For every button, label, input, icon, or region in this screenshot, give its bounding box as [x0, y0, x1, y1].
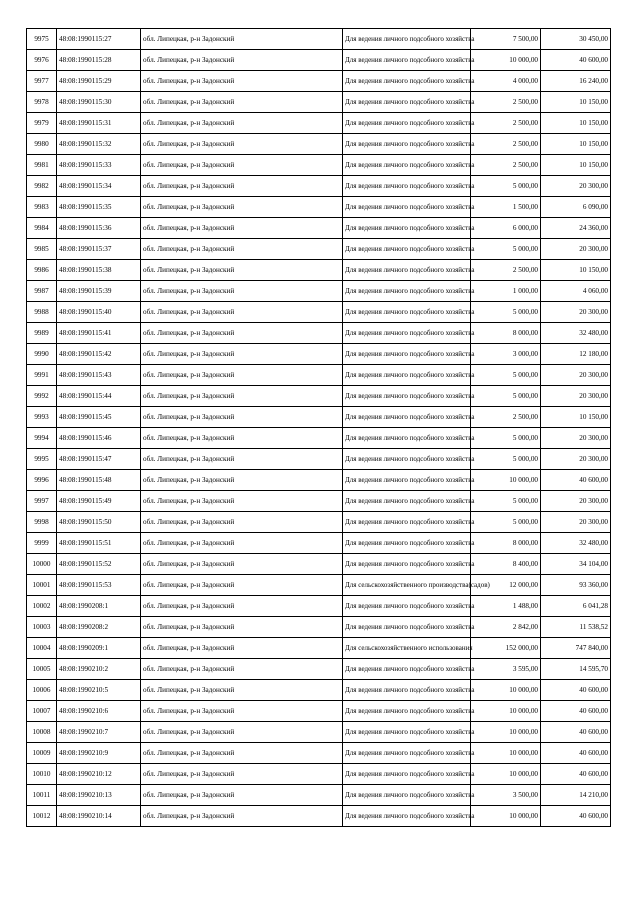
row-number-cell: 10012: [27, 806, 57, 827]
cadastral-number-cell: 48:08:1990115:44: [57, 386, 141, 407]
row-number-cell: 9981: [27, 155, 57, 176]
row-number-cell: 10006: [27, 680, 57, 701]
address-cell: обл. Липецкая, р-н Задонский: [141, 680, 343, 701]
row-number-cell: 9995: [27, 449, 57, 470]
cadastral-number-cell: 48:08:1990115:37: [57, 239, 141, 260]
row-number-cell: 9992: [27, 386, 57, 407]
area-cell: 12 000,00: [471, 575, 541, 596]
address-cell: обл. Липецкая, р-н Задонский: [141, 302, 343, 323]
row-number-cell: 9975: [27, 29, 57, 50]
cadastral-number-cell: 48:08:1990115:50: [57, 512, 141, 533]
cadastral-value-cell: 14 210,00: [541, 785, 611, 806]
table-row: [27, 29, 611, 50]
table-row: [27, 512, 611, 533]
row-number-cell: 9988: [27, 302, 57, 323]
row-number-cell: 10008: [27, 722, 57, 743]
permitted-use-cell: Для ведения личного подсобного хозяйства: [343, 134, 471, 155]
cadastral-value-cell: 12 180,00: [541, 344, 611, 365]
row-number-cell: 10009: [27, 743, 57, 764]
address-cell: обл. Липецкая, р-н Задонский: [141, 113, 343, 134]
address-cell: обл. Липецкая, р-н Задонский: [141, 260, 343, 281]
cadastral-number-cell: 48:08:1990115:34: [57, 176, 141, 197]
area-cell: 6 000,00: [471, 218, 541, 239]
cadastral-value-cell: 34 104,00: [541, 554, 611, 575]
area-cell: 5 000,00: [471, 176, 541, 197]
permitted-use-cell: Для ведения личного подсобного хозяйства: [343, 302, 471, 323]
row-number-cell: 9990: [27, 344, 57, 365]
row-number-cell: 10011: [27, 785, 57, 806]
row-number-cell: 9998: [27, 512, 57, 533]
area-cell: 2 500,00: [471, 407, 541, 428]
row-number-cell: 9987: [27, 281, 57, 302]
table-row: [27, 218, 611, 239]
table-row: [27, 197, 611, 218]
permitted-use-cell: Для ведения личного подсобного хозяйства: [343, 596, 471, 617]
table-row: [27, 386, 611, 407]
address-cell: обл. Липецкая, р-н Задонский: [141, 218, 343, 239]
address-cell: обл. Липецкая, р-н Задонский: [141, 596, 343, 617]
cadastral-value-cell: 20 300,00: [541, 302, 611, 323]
table-row: [27, 491, 611, 512]
area-cell: 8 000,00: [471, 323, 541, 344]
area-cell: 10 000,00: [471, 806, 541, 827]
area-cell: 8 400,00: [471, 554, 541, 575]
row-number-cell: 9983: [27, 197, 57, 218]
address-cell: обл. Липецкая, р-н Задонский: [141, 575, 343, 596]
cadastral-value-cell: 4 060,00: [541, 281, 611, 302]
cadastral-number-cell: 48:08:1990115:42: [57, 344, 141, 365]
cadastral-value-cell: 40 600,00: [541, 806, 611, 827]
cadastral-number-cell: 48:08:1990115:43: [57, 365, 141, 386]
cadastral-value-cell: 6 041,28: [541, 596, 611, 617]
row-number-cell: 9978: [27, 92, 57, 113]
permitted-use-cell: Для ведения личного подсобного хозяйства: [343, 239, 471, 260]
area-cell: 5 000,00: [471, 449, 541, 470]
table-row: [27, 113, 611, 134]
table-row: [27, 743, 611, 764]
table-row: [27, 470, 611, 491]
cadastral-number-cell: 48:08:1990210:13: [57, 785, 141, 806]
area-cell: 10 000,00: [471, 50, 541, 71]
area-cell: 10 000,00: [471, 701, 541, 722]
permitted-use-cell: Для ведения личного подсобного хозяйства: [343, 449, 471, 470]
cadastral-value-cell: 20 300,00: [541, 386, 611, 407]
row-number-cell: 10010: [27, 764, 57, 785]
permitted-use-cell: Для ведения личного подсобного хозяйства: [343, 365, 471, 386]
address-cell: обл. Липецкая, р-н Задонский: [141, 701, 343, 722]
cadastral-value-cell: 747 840,00: [541, 638, 611, 659]
cadastral-number-cell: 48:08:1990115:36: [57, 218, 141, 239]
area-cell: 3 595,00: [471, 659, 541, 680]
cadastral-number-cell: 48:08:1990210:12: [57, 764, 141, 785]
area-cell: 5 000,00: [471, 386, 541, 407]
area-cell: 2 842,00: [471, 617, 541, 638]
cadastral-number-cell: 48:08:1990115:47: [57, 449, 141, 470]
address-cell: обл. Липецкая, р-н Задонский: [141, 134, 343, 155]
table-row: [27, 239, 611, 260]
cadastral-number-cell: 48:08:1990115:41: [57, 323, 141, 344]
cadastral-value-cell: 30 450,00: [541, 29, 611, 50]
address-cell: обл. Липецкая, р-н Задонский: [141, 659, 343, 680]
area-cell: 1 500,00: [471, 197, 541, 218]
table-row: [27, 575, 611, 596]
row-number-cell: 10002: [27, 596, 57, 617]
cadastral-value-cell: 11 538,52: [541, 617, 611, 638]
permitted-use-cell: Для ведения личного подсобного хозяйства: [343, 722, 471, 743]
table-row: [27, 701, 611, 722]
cadastral-value-cell: 14 595,70: [541, 659, 611, 680]
permitted-use-cell: Для ведения личного подсобного хозяйства: [343, 785, 471, 806]
permitted-use-cell: Для ведения личного подсобного хозяйства: [343, 470, 471, 491]
cadastral-value-cell: 20 300,00: [541, 449, 611, 470]
address-cell: обл. Липецкая, р-н Задонский: [141, 239, 343, 260]
table-row: [27, 407, 611, 428]
cadastral-number-cell: 48:08:1990115:39: [57, 281, 141, 302]
address-cell: обл. Липецкая, р-н Задонский: [141, 617, 343, 638]
area-cell: 2 500,00: [471, 155, 541, 176]
address-cell: обл. Липецкая, р-н Задонский: [141, 92, 343, 113]
permitted-use-cell: Для ведения личного подсобного хозяйства: [343, 218, 471, 239]
row-number-cell: 9986: [27, 260, 57, 281]
table-row: [27, 281, 611, 302]
area-cell: 3 000,00: [471, 344, 541, 365]
address-cell: обл. Липецкая, р-н Задонский: [141, 365, 343, 386]
permitted-use-cell: Для ведения личного подсобного хозяйства: [343, 92, 471, 113]
address-cell: обл. Липецкая, р-н Задонский: [141, 407, 343, 428]
cadastral-value-cell: 6 090,00: [541, 197, 611, 218]
address-cell: обл. Липецкая, р-н Задонский: [141, 344, 343, 365]
table-row: [27, 428, 611, 449]
address-cell: обл. Липецкая, р-н Задонский: [141, 554, 343, 575]
table-row: [27, 344, 611, 365]
cadastral-number-cell: 48:08:1990210:6: [57, 701, 141, 722]
row-number-cell: 9997: [27, 491, 57, 512]
row-number-cell: 9991: [27, 365, 57, 386]
row-number-cell: 9976: [27, 50, 57, 71]
cadastral-number-cell: 48:08:1990115:27: [57, 29, 141, 50]
table-row: [27, 659, 611, 680]
row-number-cell: 9985: [27, 239, 57, 260]
cadastral-number-cell: 48:08:1990115:32: [57, 134, 141, 155]
cadastral-number-cell: 48:08:1990115:46: [57, 428, 141, 449]
table-row: [27, 722, 611, 743]
row-number-cell: 10007: [27, 701, 57, 722]
area-cell: 5 000,00: [471, 302, 541, 323]
cadastral-number-cell: 48:08:1990115:51: [57, 533, 141, 554]
area-cell: 10 000,00: [471, 743, 541, 764]
cadastral-value-cell: 40 600,00: [541, 764, 611, 785]
cadastral-value-cell: 32 480,00: [541, 323, 611, 344]
permitted-use-cell: Для ведения личного подсобного хозяйства: [343, 554, 471, 575]
area-cell: 7 500,00: [471, 29, 541, 50]
area-cell: 2 500,00: [471, 260, 541, 281]
cadastral-value-cell: 20 300,00: [541, 428, 611, 449]
permitted-use-cell: Для ведения личного подсобного хозяйства: [343, 323, 471, 344]
permitted-use-cell: Для ведения личного подсобного хозяйства: [343, 386, 471, 407]
cadastral-number-cell: 48:08:1990115:30: [57, 92, 141, 113]
area-cell: 2 500,00: [471, 134, 541, 155]
area-cell: 3 500,00: [471, 785, 541, 806]
permitted-use-cell: Для ведения личного подсобного хозяйства: [343, 344, 471, 365]
table-row: [27, 806, 611, 827]
cadastral-number-cell: 48:08:1990210:14: [57, 806, 141, 827]
cadastral-number-cell: 48:08:1990210:9: [57, 743, 141, 764]
row-number-cell: 9993: [27, 407, 57, 428]
cadastral-value-cell: 40 600,00: [541, 470, 611, 491]
address-cell: обл. Липецкая, р-н Задонский: [141, 449, 343, 470]
cadastral-number-cell: 48:08:1990115:33: [57, 155, 141, 176]
land-plots-table: [26, 28, 611, 827]
permitted-use-cell: Для ведения личного подсобного хозяйства: [343, 617, 471, 638]
address-cell: обл. Липецкая, р-н Задонский: [141, 785, 343, 806]
address-cell: обл. Липецкая, р-н Задонский: [141, 176, 343, 197]
permitted-use-cell: Для ведения личного подсобного хозяйства: [343, 533, 471, 554]
area-cell: 152 000,00: [471, 638, 541, 659]
permitted-use-cell: Для ведения личного подсобного хозяйства: [343, 743, 471, 764]
row-number-cell: 9977: [27, 71, 57, 92]
row-number-cell: 10001: [27, 575, 57, 596]
area-cell: 5 000,00: [471, 428, 541, 449]
cadastral-value-cell: 40 600,00: [541, 50, 611, 71]
permitted-use-cell: Для ведения личного подсобного хозяйства: [343, 197, 471, 218]
table-row: [27, 365, 611, 386]
permitted-use-cell: Для ведения личного подсобного хозяйства: [343, 260, 471, 281]
cadastral-number-cell: 48:08:1990115:52: [57, 554, 141, 575]
permitted-use-cell: Для сельскохозяйственного производства(садов): [343, 575, 471, 596]
cadastral-number-cell: 48:08:1990115:38: [57, 260, 141, 281]
permitted-use-cell: Для сельскохозяйственного использования: [343, 638, 471, 659]
address-cell: обл. Липецкая, р-н Задонский: [141, 323, 343, 344]
table-row: [27, 785, 611, 806]
permitted-use-cell: Для ведения личного подсобного хозяйства: [343, 764, 471, 785]
cadastral-value-cell: 20 300,00: [541, 365, 611, 386]
address-cell: обл. Липецкая, р-н Задонский: [141, 386, 343, 407]
cadastral-number-cell: 48:08:1990115:48: [57, 470, 141, 491]
cadastral-value-cell: 20 300,00: [541, 239, 611, 260]
table-row: [27, 71, 611, 92]
cadastral-number-cell: 48:08:1990115:35: [57, 197, 141, 218]
row-number-cell: 9996: [27, 470, 57, 491]
address-cell: обл. Липецкая, р-н Задонский: [141, 512, 343, 533]
cadastral-value-cell: 32 480,00: [541, 533, 611, 554]
area-cell: 5 000,00: [471, 512, 541, 533]
permitted-use-cell: Для ведения личного подсобного хозяйства: [343, 806, 471, 827]
area-cell: 10 000,00: [471, 722, 541, 743]
row-number-cell: 9989: [27, 323, 57, 344]
cadastral-value-cell: 20 300,00: [541, 512, 611, 533]
row-number-cell: 10003: [27, 617, 57, 638]
table-row: [27, 176, 611, 197]
table-row: [27, 596, 611, 617]
table-row: [27, 617, 611, 638]
cadastral-value-cell: 24 360,00: [541, 218, 611, 239]
area-cell: 10 000,00: [471, 470, 541, 491]
cadastral-value-cell: 20 300,00: [541, 491, 611, 512]
cadastral-value-cell: 10 150,00: [541, 407, 611, 428]
row-number-cell: 9980: [27, 134, 57, 155]
row-number-cell: 10000: [27, 554, 57, 575]
address-cell: обл. Липецкая, р-н Задонский: [141, 29, 343, 50]
area-cell: 5 000,00: [471, 239, 541, 260]
cadastral-number-cell: 48:08:1990208:2: [57, 617, 141, 638]
address-cell: обл. Липецкая, р-н Задонский: [141, 764, 343, 785]
row-number-cell: 9999: [27, 533, 57, 554]
area-cell: 10 000,00: [471, 680, 541, 701]
permitted-use-cell: Для ведения личного подсобного хозяйства: [343, 281, 471, 302]
address-cell: обл. Липецкая, р-н Задонский: [141, 743, 343, 764]
table-row: [27, 260, 611, 281]
address-cell: обл. Липецкая, р-н Задонский: [141, 470, 343, 491]
cadastral-number-cell: 48:08:1990115:29: [57, 71, 141, 92]
address-cell: обл. Липецкая, р-н Задонский: [141, 155, 343, 176]
cadastral-value-cell: 16 240,00: [541, 71, 611, 92]
cadastral-number-cell: 48:08:1990208:1: [57, 596, 141, 617]
permitted-use-cell: Для ведения личного подсобного хозяйства: [343, 407, 471, 428]
cadastral-value-cell: 40 600,00: [541, 743, 611, 764]
address-cell: обл. Липецкая, р-н Задонский: [141, 638, 343, 659]
permitted-use-cell: Для ведения личного подсобного хозяйства: [343, 155, 471, 176]
table-row: [27, 554, 611, 575]
permitted-use-cell: Для ведения личного подсобного хозяйства: [343, 50, 471, 71]
permitted-use-cell: Для ведения личного подсобного хозяйства: [343, 29, 471, 50]
address-cell: обл. Липецкая, р-н Задонский: [141, 722, 343, 743]
permitted-use-cell: Для ведения личного подсобного хозяйства: [343, 176, 471, 197]
permitted-use-cell: Для ведения личного подсобного хозяйства: [343, 113, 471, 134]
cadastral-number-cell: 48:08:1990115:49: [57, 491, 141, 512]
row-number-cell: 10005: [27, 659, 57, 680]
row-number-cell: 10004: [27, 638, 57, 659]
permitted-use-cell: Для ведения личного подсобного хозяйства: [343, 71, 471, 92]
area-cell: 5 000,00: [471, 365, 541, 386]
area-cell: 2 500,00: [471, 113, 541, 134]
address-cell: обл. Липецкая, р-н Задонский: [141, 197, 343, 218]
address-cell: обл. Липецкая, р-н Задонский: [141, 806, 343, 827]
table-row: [27, 449, 611, 470]
cadastral-number-cell: 48:08:1990115:53: [57, 575, 141, 596]
row-number-cell: 9994: [27, 428, 57, 449]
cadastral-number-cell: 48:08:1990210:7: [57, 722, 141, 743]
row-number-cell: 9984: [27, 218, 57, 239]
area-cell: 4 000,00: [471, 71, 541, 92]
table-row: [27, 302, 611, 323]
cadastral-number-cell: 48:08:1990209:1: [57, 638, 141, 659]
permitted-use-cell: Для ведения личного подсобного хозяйства: [343, 491, 471, 512]
table-body: [27, 29, 611, 827]
cadastral-number-cell: 48:08:1990210:5: [57, 680, 141, 701]
cadastral-number-cell: 48:08:1990210:2: [57, 659, 141, 680]
table-row: [27, 638, 611, 659]
permitted-use-cell: Для ведения личного подсобного хозяйства: [343, 512, 471, 533]
table-row: [27, 323, 611, 344]
cadastral-value-cell: 40 600,00: [541, 701, 611, 722]
table-row: [27, 764, 611, 785]
cadastral-value-cell: 40 600,00: [541, 722, 611, 743]
cadastral-number-cell: 48:08:1990115:40: [57, 302, 141, 323]
cadastral-number-cell: 48:08:1990115:28: [57, 50, 141, 71]
area-cell: 10 000,00: [471, 764, 541, 785]
cadastral-value-cell: 10 150,00: [541, 134, 611, 155]
area-cell: 2 500,00: [471, 92, 541, 113]
address-cell: обл. Липецкая, р-н Задонский: [141, 533, 343, 554]
cadastral-value-cell: 10 150,00: [541, 113, 611, 134]
table-row: [27, 50, 611, 71]
area-cell: 1 000,00: [471, 281, 541, 302]
permitted-use-cell: Для ведения личного подсобного хозяйства: [343, 680, 471, 701]
cadastral-number-cell: 48:08:1990115:45: [57, 407, 141, 428]
cadastral-value-cell: 10 150,00: [541, 92, 611, 113]
table-row: [27, 680, 611, 701]
cadastral-value-cell: 20 300,00: [541, 176, 611, 197]
row-number-cell: 9979: [27, 113, 57, 134]
area-cell: 1 488,00: [471, 596, 541, 617]
address-cell: обл. Липецкая, р-н Задонский: [141, 281, 343, 302]
address-cell: обл. Липецкая, р-н Задонский: [141, 491, 343, 512]
permitted-use-cell: Для ведения личного подсобного хозяйства: [343, 701, 471, 722]
address-cell: обл. Липецкая, р-н Задонский: [141, 50, 343, 71]
table-row: [27, 155, 611, 176]
table-row: [27, 533, 611, 554]
area-cell: 5 000,00: [471, 491, 541, 512]
cadastral-number-cell: 48:08:1990115:31: [57, 113, 141, 134]
permitted-use-cell: Для ведения личного подсобного хозяйства: [343, 659, 471, 680]
table-row: [27, 92, 611, 113]
address-cell: обл. Липецкая, р-н Задонский: [141, 71, 343, 92]
table-row: [27, 134, 611, 155]
row-number-cell: 9982: [27, 176, 57, 197]
cadastral-value-cell: 93 360,00: [541, 575, 611, 596]
area-cell: 8 000,00: [471, 533, 541, 554]
permitted-use-cell: Для ведения личного подсобного хозяйства: [343, 428, 471, 449]
cadastral-value-cell: 40 600,00: [541, 680, 611, 701]
cadastral-value-cell: 10 150,00: [541, 155, 611, 176]
address-cell: обл. Липецкая, р-н Задонский: [141, 428, 343, 449]
cadastral-value-cell: 10 150,00: [541, 260, 611, 281]
